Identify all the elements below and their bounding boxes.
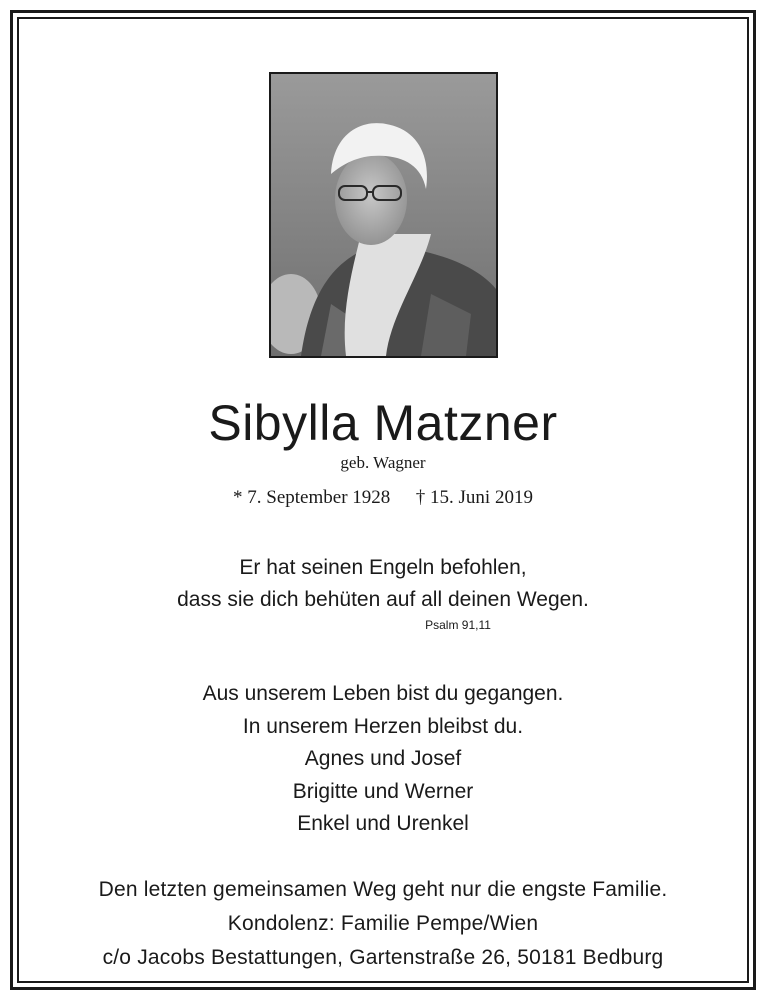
portrait-photo: [269, 72, 498, 358]
birth-date: 7. September 1928: [247, 487, 391, 508]
mourner-name: Agnes und Josef: [304, 747, 462, 770]
mourner-name: Enkel und Urenkel: [297, 812, 469, 835]
footer-line: Den letzten gemeinsamen Weg geht nur die engste Familie.: [98, 878, 668, 901]
bible-verse: [0, 552, 766, 616]
verse-line: Er hat seinen Engeln befohlen,: [239, 556, 527, 579]
life-dates: [0, 485, 766, 511]
verse-line: dass sie dich behüten auf all deinen Wegen.: [177, 588, 589, 611]
mourning-line: Aus unserem Leben bist du gegangen.: [202, 682, 564, 705]
deceased-name: Sibylla Matzner: [208, 395, 558, 451]
footer-notice: [0, 873, 766, 975]
mourning-text: [0, 678, 766, 841]
birth-name: geb. Wagner: [340, 453, 426, 472]
death-date: 15. Juni 2019: [430, 487, 533, 508]
mourning-line: In unserem Herzen bleibst du.: [242, 714, 524, 738]
death-symbol: †: [415, 487, 426, 508]
footer-line: c/o Jacobs Bestattungen, Gartenstraße 26, 50181 Bedburg: [102, 946, 664, 969]
verse-source: Psalm 91,11: [425, 618, 491, 632]
birth-symbol: *: [233, 487, 243, 508]
footer-line: Kondolenz: Familie Pempe/Wien: [227, 912, 539, 935]
mourner-name: Brigitte und Werner: [292, 779, 474, 803]
